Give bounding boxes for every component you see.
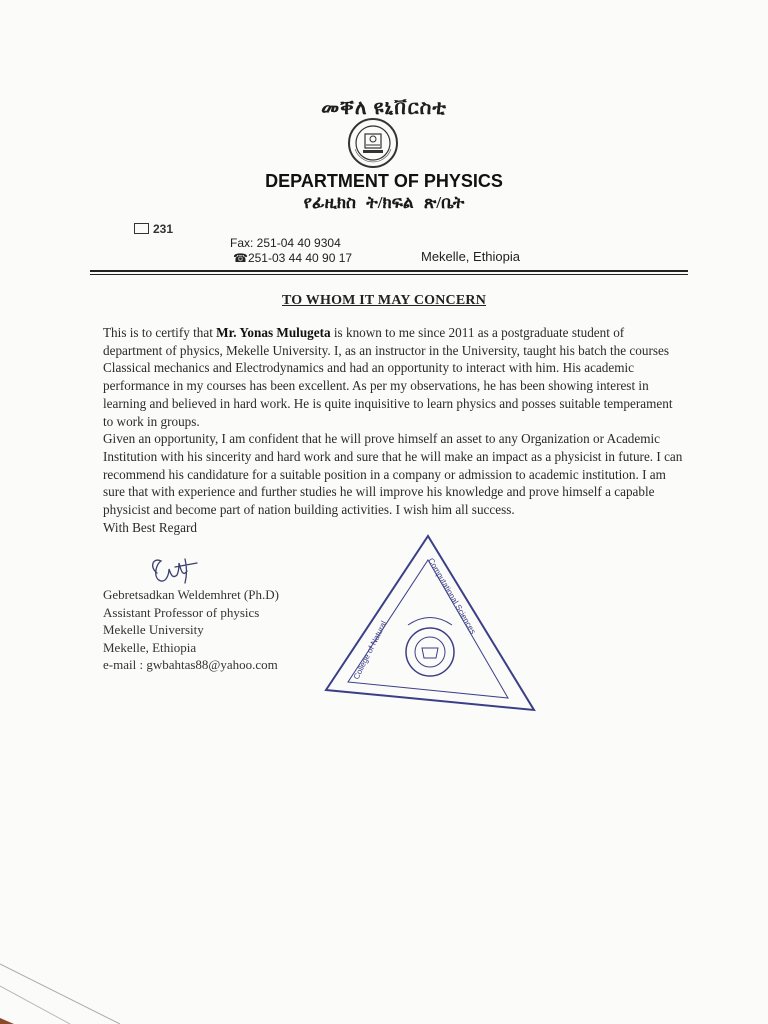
svg-text:College of Natural: College of Natural (351, 619, 389, 681)
envelope-icon (134, 223, 149, 234)
signatory-name: Gebretsadkan Weldemhret (Ph.D) (103, 587, 279, 602)
signature-block (103, 586, 279, 674)
paragraph-1 (103, 324, 683, 430)
university-name-amharic: መቐለ ዩኒቨርስቲ (321, 97, 447, 119)
phone-line (233, 251, 352, 265)
paragraph-2: Given an opportunity, I am confident that he will prove himself an asset to any Organization or Academic Institution with his sincerity and hard work and sure that he will make an impact as a physicist in future. I can recommend his candidature for a suitable position in a company or admission to academic institution. I am sure that with experience and further studies he will improve his knowledge and prove himself a capable physicist and become part of nation building activities. I wish him all success. (103, 431, 683, 518)
city: Mekelle, Ethiopia (421, 249, 520, 264)
university-logo (347, 117, 399, 169)
signatory-institution: Mekelle University (103, 622, 204, 637)
department-title: DEPARTMENT OF PHYSICS (265, 171, 503, 191)
phone-number: 251-03 44 40 90 17 (247, 251, 353, 265)
closing: With Best Regard (103, 519, 197, 535)
college-stamp (318, 530, 540, 714)
department-name-amharic: የፊዚክስ ት/ክፍል ጽ/ቤት (303, 193, 465, 212)
header-rule-thick (90, 270, 688, 272)
fax-number: Fax: 251-04 40 9304 (230, 236, 341, 250)
signatory-title: Assistant Professor of physics (103, 604, 260, 620)
phone-icon: ☎ (233, 251, 248, 265)
paragraph-1-start: This is to certify that (103, 325, 217, 340)
header-rule-thin (90, 274, 688, 275)
paper-corner-fold (0, 930, 140, 1024)
po-box (134, 222, 173, 236)
svg-text:Computational Sciences: Computational Sciences (426, 556, 478, 636)
paragraph-1-rest: is known to me since 2011 as a postgraduate student of department of physics, Mekelle University. I, as an instructor in the University, taught his batch the courses Classical mechanics and Electrodynamics and had an opportunity to interact with him. His academic performance in my courses has been excellent. As per my observations, he has been showing interest in learning and believed in hard work. He is quite inquisitive to learn physics and posses suitable temperament to work in groups. (103, 325, 673, 429)
signatory-location: Mekelle, Ethiopia (103, 639, 197, 655)
letter-heading: TO WHOM IT MAY CONCERN (281, 293, 487, 308)
handwritten-signature (145, 553, 205, 589)
student-name: Mr. Yonas Mulugeta (216, 325, 331, 340)
signatory-email: e-mail : gwbahtas88@yahoo.com (103, 657, 278, 672)
po-box-number: 231 (153, 222, 174, 236)
letter-body (103, 324, 683, 536)
